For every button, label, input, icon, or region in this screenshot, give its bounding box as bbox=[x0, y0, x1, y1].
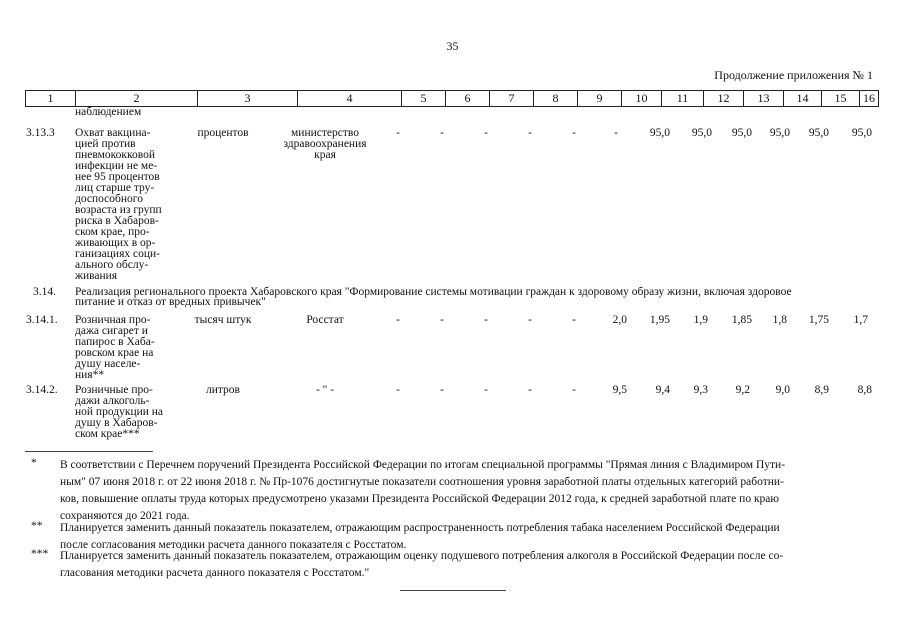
value-cell: - bbox=[572, 314, 576, 326]
indicator-name: Розничная про- дажа сигарет и папирос в Хаба- ровском крае на душу населе- ния** bbox=[75, 314, 155, 381]
value-cell: - bbox=[440, 314, 444, 326]
col-header: 8 bbox=[534, 91, 578, 106]
footnote-line: Планируется заменить данный показатель показателем, отражающим оценку подушевого потребления алкоголя в Российской Федерации после со- bbox=[60, 550, 784, 562]
value-cell: - bbox=[440, 384, 444, 396]
value-cell: - bbox=[484, 384, 488, 396]
col-header: 2 bbox=[76, 91, 198, 106]
value-cell: - bbox=[396, 384, 400, 396]
value-cell: 1,85 bbox=[731, 314, 752, 326]
col-header: 16 bbox=[863, 91, 875, 105]
value-cell: - bbox=[484, 127, 488, 139]
value-cell: 95,0 bbox=[851, 127, 872, 139]
value-cell: 9,5 bbox=[612, 384, 627, 396]
footnote-text bbox=[60, 548, 880, 582]
end-divider bbox=[400, 590, 506, 591]
col-header: 1 bbox=[26, 91, 76, 106]
source: - " - bbox=[315, 384, 335, 396]
value-cell: - bbox=[614, 127, 618, 139]
value-cell: - bbox=[572, 127, 576, 139]
footnote-mark: *** bbox=[31, 548, 49, 560]
source: министерство здравоохранения края bbox=[283, 127, 367, 161]
col-header: 5 bbox=[402, 91, 446, 106]
value-cell: 95,0 bbox=[769, 127, 790, 139]
col-header: 15 bbox=[822, 91, 860, 106]
value-cell: 1,75 bbox=[808, 314, 829, 326]
value-cell: - bbox=[396, 314, 400, 326]
col-header: 9 bbox=[578, 91, 622, 106]
value-cell: - bbox=[528, 127, 532, 139]
footnote-mark: ** bbox=[31, 520, 43, 532]
value-cell: 1,95 bbox=[649, 314, 670, 326]
footnote-mark: * bbox=[31, 457, 37, 469]
value-cell: 95,0 bbox=[649, 127, 670, 139]
footnote-line: после согласования методики расчета данного показателя с Росстатом. bbox=[60, 539, 407, 551]
footnote-line: сохраняются до 2021 года. bbox=[60, 510, 190, 522]
col-header: 7 bbox=[490, 91, 534, 106]
col-header: 13 bbox=[744, 91, 784, 106]
footnote-line: В соответствии с Перечнем поручений Президента Российской Федерации по итогам специальной программы "Прямая линия с Владимиром Пути- bbox=[60, 459, 786, 471]
value-cell: - bbox=[528, 384, 532, 396]
col-header: 12 bbox=[704, 91, 744, 106]
unit: тысяч штук bbox=[194, 314, 252, 326]
value-cell: 8,8 bbox=[857, 384, 872, 396]
col-header: 6 bbox=[446, 91, 490, 106]
row-number: 3.14.1. bbox=[26, 314, 58, 326]
value-cell: 95,0 bbox=[691, 127, 712, 139]
value-cell: 9,0 bbox=[775, 384, 790, 396]
section-title: Реализация регионального проекта Хабаровского края "Формирование системы мотивации граждан к здоровому образу жизни, включая здоровое bbox=[75, 286, 792, 298]
value-cell: 95,0 bbox=[731, 127, 752, 139]
value-cell: 2,0 bbox=[612, 314, 627, 326]
value-cell: 9,3 bbox=[693, 384, 708, 396]
value-cell: - bbox=[396, 127, 400, 139]
row-number: 3.13.3 bbox=[26, 127, 55, 139]
section-number: 3.14. bbox=[33, 286, 56, 298]
footnote-separator bbox=[25, 451, 153, 452]
footnote-line: ным" 07 июня 2018 г. от 22 июня 2018 г. № Пр-1076 достигнутые показатели соотношения уровня заработной платы отдельных категорий работни- bbox=[60, 476, 784, 488]
value-cell: 1,9 bbox=[693, 314, 708, 326]
col-header: 11 bbox=[662, 91, 704, 106]
footnote-line: ков, повышение оплаты труда которых предусмотрено указами Президента Российской Федерации 2012 года, к средней заработной плате по краю bbox=[60, 493, 779, 505]
indicator-name: Охват вакцина- цией против пневмококковой инфекции не ме- нее 95 процентов лиц старше тру- доспособного возраста из групп риска в Хабаров- ском крае, про- живающих в ор- ганизациях соци- ального обслу- живания bbox=[75, 127, 162, 282]
col-header: 3 bbox=[198, 91, 298, 106]
col-header: 4 bbox=[298, 91, 402, 106]
table-header bbox=[25, 90, 879, 107]
row-number: 3.14.2. bbox=[26, 384, 58, 396]
footnote-line: Планируется заменить данный показатель показателем, отражающим распространенность потребления табака населением Российской Федерации bbox=[60, 522, 780, 534]
value-cell: 1,8 bbox=[772, 314, 787, 326]
col-header: 10 bbox=[622, 91, 662, 106]
continuation-label: Продолжение приложения № 1 bbox=[714, 68, 873, 82]
footnote-text bbox=[60, 457, 880, 525]
value-cell: - bbox=[528, 314, 532, 326]
value-cell: 8,9 bbox=[814, 384, 829, 396]
value-cell: 95,0 bbox=[808, 127, 829, 139]
unit: литров bbox=[206, 384, 240, 396]
page-number: 35 bbox=[446, 39, 459, 53]
footnote-line: гласования методики расчета данного показателя с Росстатом." bbox=[60, 567, 370, 579]
source: Росстат bbox=[306, 314, 344, 326]
value-cell: - bbox=[572, 384, 576, 396]
value-cell: 9,2 bbox=[735, 384, 750, 396]
carry-over-text: наблюдением bbox=[75, 106, 142, 118]
value-cell: - bbox=[440, 127, 444, 139]
unit: процентов bbox=[197, 127, 249, 139]
indicator-name: Розничные про- дажи алкоголь- ной продукции на душу в Хабаров- ском крае*** bbox=[75, 384, 164, 440]
value-cell: - bbox=[484, 314, 488, 326]
value-cell: 9,4 bbox=[655, 384, 670, 396]
value-cell: 1,7 bbox=[853, 314, 868, 326]
section-title-continued: питание и отказ от вредных привычек" bbox=[75, 296, 266, 308]
col-header: 14 bbox=[784, 91, 822, 106]
